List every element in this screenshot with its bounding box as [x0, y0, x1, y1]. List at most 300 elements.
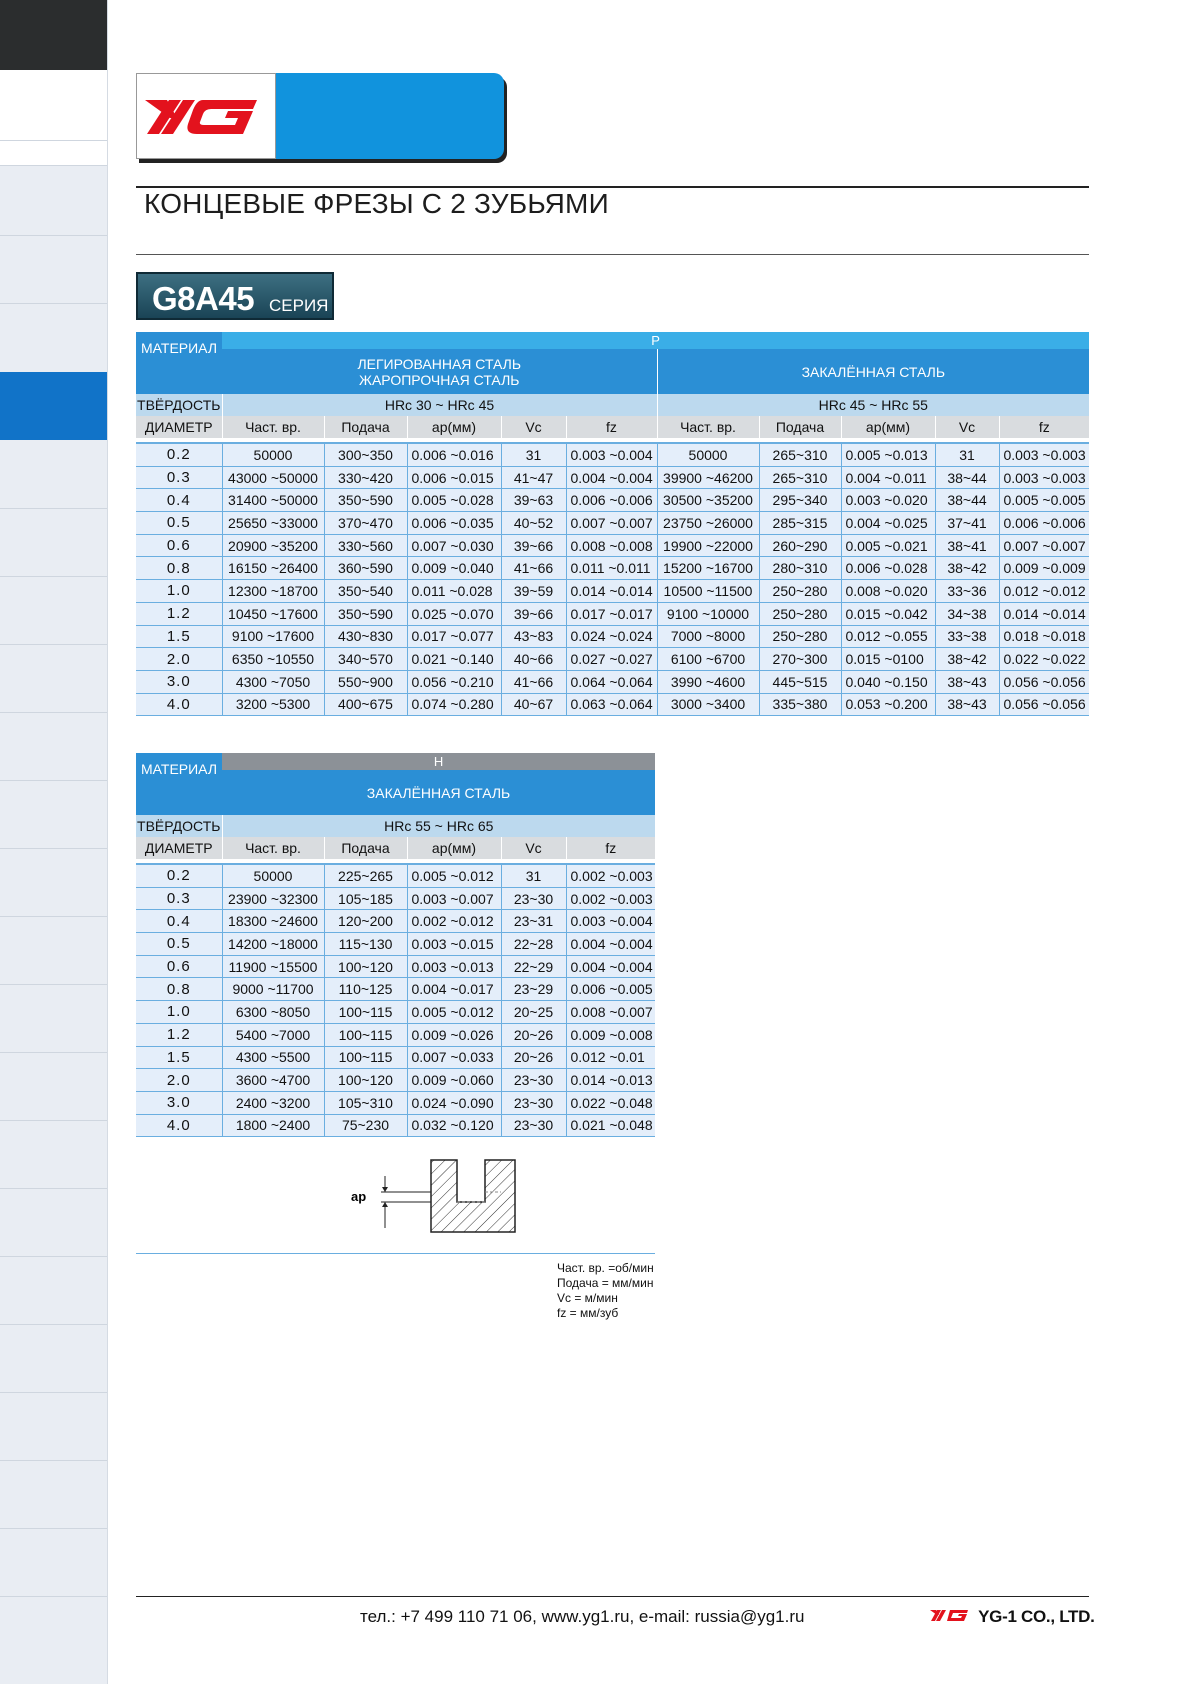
col-rpm: Част. вр.: [222, 416, 324, 438]
diameter-cell: 1.0: [136, 1001, 222, 1024]
value-cell: 38~44: [935, 489, 999, 512]
value-cell: 50000: [222, 443, 324, 466]
col-rpm: Част. вр.: [222, 837, 324, 859]
value-cell: 33~36: [935, 580, 999, 603]
table-row: [136, 512, 1089, 535]
footer-company: YG-1 CO., LTD.: [930, 1607, 1095, 1627]
value-cell: 23~30: [501, 1091, 566, 1114]
value-cell: 0.008 ~0.007: [566, 1001, 655, 1024]
value-cell: 14200 ~18000: [222, 933, 324, 956]
value-cell: 250~280: [759, 580, 841, 603]
value-cell: 38~41: [935, 534, 999, 557]
table-row: [136, 1091, 655, 1114]
value-cell: 6350 ~10550: [222, 648, 324, 671]
footer-contact: тел.: +7 499 110 71 06, www.yg1.ru, e-mail: russia@yg1.ru: [360, 1607, 805, 1626]
value-cell: 40~66: [501, 648, 566, 671]
value-cell: 31: [501, 443, 566, 466]
unit-rpm: Част. вр. =об/мин: [557, 1261, 654, 1275]
value-cell: 120~200: [324, 910, 407, 933]
value-cell: 0.012 ~0.01: [566, 1046, 655, 1069]
value-cell: 0.006 ~0.015: [407, 466, 501, 489]
material-label: МАТЕРИАЛ: [136, 753, 222, 815]
value-cell: 75~230: [324, 1114, 407, 1137]
diameter-cell: 0.5: [136, 512, 222, 535]
diameter-cell: 1.5: [136, 625, 222, 648]
value-cell: 31400 ~50000: [222, 489, 324, 512]
col-vc: Vc: [501, 416, 566, 438]
diameter-cell: 0.6: [136, 534, 222, 557]
value-cell: 34~38: [935, 602, 999, 625]
side-index-divider: [0, 1120, 107, 1121]
value-cell: 0.005 ~0.021: [841, 534, 935, 557]
table-row: [136, 534, 1089, 557]
table-row: [136, 1114, 655, 1137]
value-cell: 265~310: [759, 466, 841, 489]
side-index-header: [0, 0, 107, 70]
table-row: [136, 955, 655, 978]
col-fz: fz: [999, 416, 1089, 438]
value-cell: 0.009 ~0.040: [407, 557, 501, 580]
diameter-cell: 0.2: [136, 443, 222, 466]
table-row: [136, 443, 1089, 466]
value-cell: 0.005 ~0.028: [407, 489, 501, 512]
value-cell: 350~590: [324, 489, 407, 512]
value-cell: 0.056 ~0.056: [999, 670, 1089, 693]
value-cell: 0.011 ~0.011: [566, 557, 657, 580]
col-vc: Vc: [501, 837, 566, 859]
value-cell: 9000 ~11700: [222, 978, 324, 1001]
value-cell: 0.074 ~0.280: [407, 693, 501, 716]
value-cell: 285~315: [759, 512, 841, 535]
value-cell: 0.056 ~0.056: [999, 693, 1089, 716]
units-legend: [557, 1261, 654, 1321]
value-cell: 340~570: [324, 648, 407, 671]
diameter-cell: 1.5: [136, 1046, 222, 1069]
value-cell: 10500 ~11500: [657, 580, 759, 603]
cutting-table-p: [136, 332, 1089, 716]
value-cell: 100~120: [324, 955, 407, 978]
diameter-cell: 4.0: [136, 693, 222, 716]
value-cell: 41~66: [501, 670, 566, 693]
series-code: G8A45: [152, 280, 255, 317]
value-cell: 1800 ~2400: [222, 1114, 324, 1137]
value-cell: 0.005 ~0.012: [407, 864, 501, 887]
diameter-label: ДИАМЕТР: [136, 837, 222, 859]
brand-header: [136, 73, 506, 161]
value-cell: 0.006 ~0.006: [566, 489, 657, 512]
table-row: [136, 933, 655, 956]
value-cell: 0.011 ~0.028: [407, 580, 501, 603]
value-cell: 38~42: [935, 557, 999, 580]
value-cell: 3990 ~4600: [657, 670, 759, 693]
value-cell: 0.002 ~0.003: [566, 887, 655, 910]
side-index-active-tab[interactable]: [0, 372, 107, 440]
value-cell: 350~590: [324, 602, 407, 625]
value-cell: 0.064 ~0.064: [566, 670, 657, 693]
value-cell: 0.003 ~0.003: [999, 466, 1089, 489]
diameter-cell: 2.0: [136, 648, 222, 671]
table-row: [136, 625, 1089, 648]
value-cell: 22~28: [501, 933, 566, 956]
value-cell: 40~52: [501, 512, 566, 535]
value-cell: 0.021 ~0.048: [566, 1114, 655, 1137]
hardness-label: ТВЁРДОСТЬ: [136, 815, 222, 837]
value-cell: 335~380: [759, 693, 841, 716]
value-cell: 0.007 ~0.007: [566, 512, 657, 535]
value-cell: 11900 ~15500: [222, 955, 324, 978]
value-cell: 7000 ~8000: [657, 625, 759, 648]
table-row: [136, 887, 655, 910]
value-cell: 0.009 ~0.009: [999, 557, 1089, 580]
value-cell: 38~43: [935, 693, 999, 716]
value-cell: 0.009 ~0.060: [407, 1069, 501, 1092]
side-index-divider: [0, 1596, 107, 1597]
side-index-divider: [0, 1528, 107, 1529]
unit-feed: Подача = мм/мин: [557, 1276, 654, 1290]
table-row: [136, 580, 1089, 603]
value-cell: 50000: [222, 864, 324, 887]
value-cell: 360~590: [324, 557, 407, 580]
diameter-cell: 0.4: [136, 489, 222, 512]
value-cell: 39~66: [501, 602, 566, 625]
side-index-bar: [0, 0, 108, 1684]
value-cell: 295~340: [759, 489, 841, 512]
value-cell: 550~900: [324, 670, 407, 693]
value-cell: 400~675: [324, 693, 407, 716]
side-index-divider: [0, 1392, 107, 1393]
value-cell: 23900 ~32300: [222, 887, 324, 910]
value-cell: 0.025 ~0.070: [407, 602, 501, 625]
side-index-divider: [0, 712, 107, 713]
value-cell: 0.006 ~0.016: [407, 443, 501, 466]
value-cell: 0.014 ~0.013: [566, 1069, 655, 1092]
value-cell: 3600 ~4700: [222, 1069, 324, 1092]
value-cell: 0.024 ~0.024: [566, 625, 657, 648]
value-cell: 31: [935, 443, 999, 466]
value-cell: 100~115: [324, 1046, 407, 1069]
diameter-cell: 1.2: [136, 602, 222, 625]
value-cell: 41~66: [501, 557, 566, 580]
col-fz: fz: [566, 837, 655, 859]
value-cell: 0.003 ~0.013: [407, 955, 501, 978]
value-cell: 20900 ~35200: [222, 534, 324, 557]
hardness-range: HRc 30 ~ HRc 45: [222, 394, 657, 416]
diameter-cell: 1.2: [136, 1023, 222, 1046]
table-row: [136, 648, 1089, 671]
ap-diagram: [345, 1158, 525, 1234]
value-cell: 37~41: [935, 512, 999, 535]
diameter-cell: 3.0: [136, 670, 222, 693]
diameter-cell: 0.8: [136, 978, 222, 1001]
diameter-cell: 2.0: [136, 1069, 222, 1092]
value-cell: 9100 ~10000: [657, 602, 759, 625]
value-cell: 23~30: [501, 1069, 566, 1092]
value-cell: 0.006 ~0.035: [407, 512, 501, 535]
table-row: [136, 978, 655, 1001]
value-cell: 0.002 ~0.012: [407, 910, 501, 933]
side-index-divider: [0, 140, 107, 141]
value-cell: 4300 ~5500: [222, 1046, 324, 1069]
value-cell: 0.022 ~0.048: [566, 1091, 655, 1114]
value-cell: 20~25: [501, 1001, 566, 1024]
diameter-cell: 4.0: [136, 1114, 222, 1137]
table-row: [136, 557, 1089, 580]
value-cell: 10450 ~17600: [222, 602, 324, 625]
value-cell: 39~63: [501, 489, 566, 512]
hardness-range: HRc 45 ~ HRc 55: [657, 394, 1089, 416]
value-cell: 0.005 ~0.013: [841, 443, 935, 466]
group-h-label: H: [222, 753, 655, 770]
side-index-divider: [0, 644, 107, 645]
value-cell: 0.012 ~0.012: [999, 580, 1089, 603]
value-cell: 330~420: [324, 466, 407, 489]
table-row: [136, 602, 1089, 625]
value-cell: 105~185: [324, 887, 407, 910]
value-cell: 0.006 ~0.006: [999, 512, 1089, 535]
col-feed: Подача: [759, 416, 841, 438]
value-cell: 300~350: [324, 443, 407, 466]
value-cell: 39~66: [501, 534, 566, 557]
value-cell: 0.024 ~0.090: [407, 1091, 501, 1114]
table-row: [136, 1023, 655, 1046]
value-cell: 38~43: [935, 670, 999, 693]
hardness-range: HRc 55 ~ HRc 65: [222, 815, 655, 837]
value-cell: 0.032 ~0.120: [407, 1114, 501, 1137]
table-row: [136, 489, 1089, 512]
value-cell: 0.053 ~0.200: [841, 693, 935, 716]
series-label: СЕРИЯ: [269, 296, 329, 315]
diameter-cell: 1.0: [136, 580, 222, 603]
value-cell: 16150 ~26400: [222, 557, 324, 580]
material-hardened-steel: ЗАКАЛЁННАЯ СТАЛЬ: [657, 349, 1089, 394]
table-row: [136, 1046, 655, 1069]
side-index-blank: [0, 70, 107, 165]
value-cell: 0.009 ~0.026: [407, 1023, 501, 1046]
group-p-label: P: [222, 332, 1089, 349]
side-index-divider: [0, 780, 107, 781]
value-cell: 0.002 ~0.003: [566, 864, 655, 887]
value-cell: 0.007 ~0.033: [407, 1046, 501, 1069]
value-cell: 43~83: [501, 625, 566, 648]
value-cell: 0.021 ~0.140: [407, 648, 501, 671]
value-cell: 18300 ~24600: [222, 910, 324, 933]
col-ap: ap(мм): [407, 837, 501, 859]
value-cell: 20~26: [501, 1046, 566, 1069]
value-cell: 105~310: [324, 1091, 407, 1114]
value-cell: 6300 ~8050: [222, 1001, 324, 1024]
value-cell: 280~310: [759, 557, 841, 580]
value-cell: 225~265: [324, 864, 407, 887]
value-cell: 19900 ~22000: [657, 534, 759, 557]
col-rpm: Част. вр.: [657, 416, 759, 438]
value-cell: 0.005 ~0.012: [407, 1001, 501, 1024]
units-rule: [136, 1253, 655, 1254]
value-cell: 0.017 ~0.017: [566, 602, 657, 625]
value-cell: 260~290: [759, 534, 841, 557]
value-cell: 0.003 ~0.020: [841, 489, 935, 512]
diameter-cell: 3.0: [136, 1091, 222, 1114]
value-cell: 0.014 ~0.014: [999, 602, 1089, 625]
diameter-cell: 0.3: [136, 887, 222, 910]
value-cell: 39900 ~46200: [657, 466, 759, 489]
value-cell: 6100 ~6700: [657, 648, 759, 671]
value-cell: 12300 ~18700: [222, 580, 324, 603]
diameter-cell: 0.8: [136, 557, 222, 580]
yg-logo: [136, 73, 276, 159]
table-row: [136, 466, 1089, 489]
value-cell: 0.007 ~0.007: [999, 534, 1089, 557]
value-cell: 39~59: [501, 580, 566, 603]
value-cell: 330~560: [324, 534, 407, 557]
value-cell: 0.003 ~0.004: [566, 910, 655, 933]
value-cell: 22~29: [501, 955, 566, 978]
page-title: КОНЦЕВЫЕ ФРЕЗЫ С 2 ЗУБЬЯМИ: [144, 188, 609, 219]
value-cell: 41~47: [501, 466, 566, 489]
cutting-table-h: [136, 753, 655, 1137]
value-cell: 0.040 ~0.150: [841, 670, 935, 693]
value-cell: 23~29: [501, 978, 566, 1001]
value-cell: 0.063 ~0.064: [566, 693, 657, 716]
column-header-row: [136, 837, 655, 859]
value-cell: 0.004 ~0.017: [407, 978, 501, 1001]
value-cell: 0.003 ~0.015: [407, 933, 501, 956]
value-cell: 23~31: [501, 910, 566, 933]
series-badge: [136, 272, 334, 320]
value-cell: 5400 ~7000: [222, 1023, 324, 1046]
value-cell: 370~470: [324, 512, 407, 535]
side-index-divider: [0, 1052, 107, 1053]
value-cell: 0.056 ~0.210: [407, 670, 501, 693]
value-cell: 0.027 ~0.027: [566, 648, 657, 671]
value-cell: 0.004 ~0.004: [566, 466, 657, 489]
value-cell: 38~42: [935, 648, 999, 671]
ap-label: ap: [351, 1189, 367, 1204]
value-cell: 0.018 ~0.018: [999, 625, 1089, 648]
value-cell: 23750 ~26000: [657, 512, 759, 535]
col-ap: ap(мм): [407, 416, 501, 438]
value-cell: 15200 ~16700: [657, 557, 759, 580]
value-cell: 0.006 ~0.005: [566, 978, 655, 1001]
value-cell: 40~67: [501, 693, 566, 716]
title-rule-bottom: [136, 254, 1089, 255]
value-cell: 0.006 ~0.028: [841, 557, 935, 580]
diameter-label: ДИАМЕТР: [136, 416, 222, 438]
side-index-divider: [0, 576, 107, 577]
col-fz: fz: [566, 416, 657, 438]
table-row: [136, 1001, 655, 1024]
diameter-cell: 0.6: [136, 955, 222, 978]
value-cell: 0.015 ~0100: [841, 648, 935, 671]
unit-vc: Vc = м/мин: [557, 1291, 618, 1305]
table-row: [136, 693, 1089, 716]
side-index-divider: [0, 1188, 107, 1189]
value-cell: 270~300: [759, 648, 841, 671]
unit-fz: fz = мм/зуб: [557, 1306, 619, 1320]
side-index-divider: [0, 984, 107, 985]
value-cell: 0.004 ~0.004: [566, 933, 655, 956]
side-index-divider: [0, 235, 107, 236]
material-label: МАТЕРИАЛ: [136, 332, 222, 394]
side-index-divider: [0, 1460, 107, 1461]
diameter-cell: 0.4: [136, 910, 222, 933]
table-row: [136, 670, 1089, 693]
value-cell: 38~44: [935, 466, 999, 489]
footer-rule: [136, 1596, 1089, 1597]
col-feed: Подача: [324, 837, 407, 859]
value-cell: 250~280: [759, 625, 841, 648]
diameter-cell: 0.5: [136, 933, 222, 956]
col-feed: Подача: [324, 416, 407, 438]
value-cell: 9100 ~17600: [222, 625, 324, 648]
value-cell: 23~30: [501, 1114, 566, 1137]
value-cell: 350~540: [324, 580, 407, 603]
value-cell: 0.009 ~0.008: [566, 1023, 655, 1046]
diameter-cell: 0.2: [136, 864, 222, 887]
value-cell: 100~115: [324, 1023, 407, 1046]
side-index-divider: [0, 1324, 107, 1325]
material-alloy-steel: ЛЕГИРОВАННАЯ СТАЛЬ ЖАРОПРОЧНАЯ СТАЛЬ: [222, 349, 657, 394]
value-cell: 0.017 ~0.077: [407, 625, 501, 648]
side-index-divider: [0, 303, 107, 304]
value-cell: 0.003 ~0.004: [566, 443, 657, 466]
value-cell: 0.022 ~0.022: [999, 648, 1089, 671]
value-cell: 4300 ~7050: [222, 670, 324, 693]
side-index-divider: [0, 916, 107, 917]
material-hardened-steel: ЗАКАЛЁННАЯ СТАЛЬ: [222, 770, 655, 815]
value-cell: 0.014 ~0.014: [566, 580, 657, 603]
value-cell: 0.012 ~0.055: [841, 625, 935, 648]
value-cell: 43000 ~50000: [222, 466, 324, 489]
value-cell: 3200 ~5300: [222, 693, 324, 716]
value-cell: 0.004 ~0.004: [566, 955, 655, 978]
value-cell: 110~125: [324, 978, 407, 1001]
value-cell: 23~30: [501, 887, 566, 910]
value-cell: 0.008 ~0.020: [841, 580, 935, 603]
footer-yg-logo: [930, 1607, 974, 1625]
value-cell: 100~120: [324, 1069, 407, 1092]
col-ap: ap(мм): [841, 416, 935, 438]
value-cell: 0.015 ~0.042: [841, 602, 935, 625]
value-cell: 430~830: [324, 625, 407, 648]
value-cell: 115~130: [324, 933, 407, 956]
value-cell: 0.003 ~0.003: [999, 443, 1089, 466]
value-cell: 31: [501, 864, 566, 887]
value-cell: 0.008 ~0.008: [566, 534, 657, 557]
value-cell: 20~26: [501, 1023, 566, 1046]
column-header-row: [136, 416, 1089, 438]
value-cell: 3000 ~3400: [657, 693, 759, 716]
value-cell: 250~280: [759, 602, 841, 625]
hardness-label: ТВЁРДОСТЬ: [136, 394, 222, 416]
value-cell: 0.004 ~0.011: [841, 466, 935, 489]
value-cell: 50000: [657, 443, 759, 466]
value-cell: 2400 ~3200: [222, 1091, 324, 1114]
table-row: [136, 864, 655, 887]
side-index-divider: [0, 848, 107, 849]
side-index-divider: [0, 165, 107, 166]
value-cell: 0.004 ~0.025: [841, 512, 935, 535]
diameter-cell: 0.3: [136, 466, 222, 489]
value-cell: 30500 ~35200: [657, 489, 759, 512]
value-cell: 25650 ~33000: [222, 512, 324, 535]
col-vc: Vc: [935, 416, 999, 438]
value-cell: 100~115: [324, 1001, 407, 1024]
side-index-divider: [0, 508, 107, 509]
value-cell: 265~310: [759, 443, 841, 466]
value-cell: 0.007 ~0.030: [407, 534, 501, 557]
value-cell: 445~515: [759, 670, 841, 693]
value-cell: 0.003 ~0.007: [407, 887, 501, 910]
